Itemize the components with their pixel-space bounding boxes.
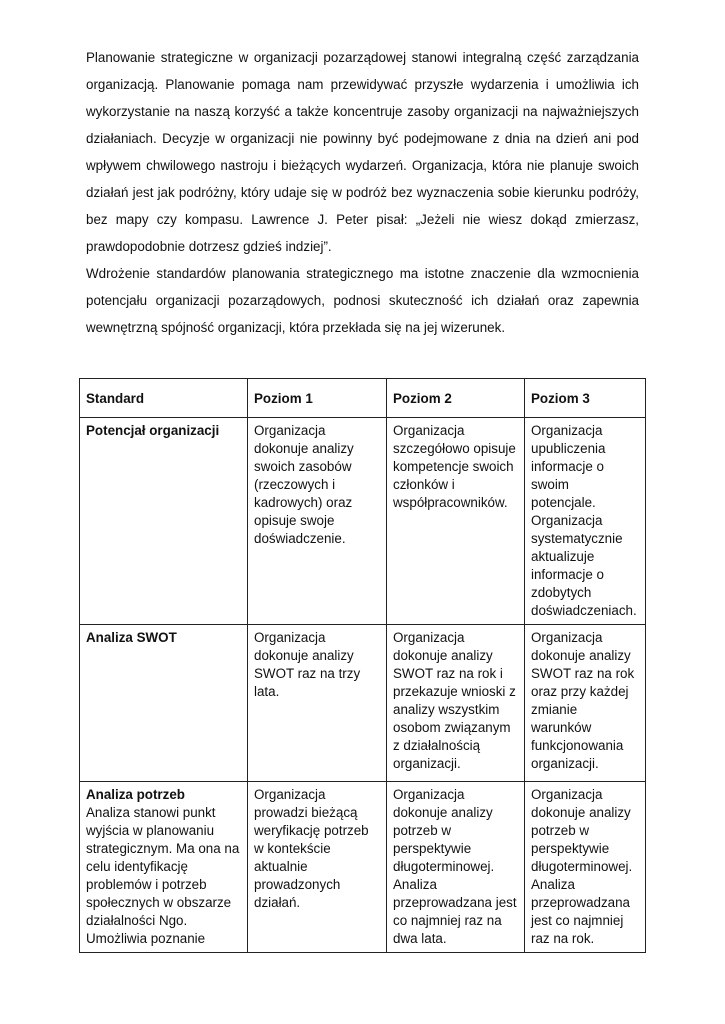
standard-description: Analiza stanowi punkt wyjścia w planowaniu strategicznym. Ma ona na celu identyfikację problemów i potrzeb społecznych w obszarze działalności Ngo. Umożliwia poznanie [86,805,240,946]
level-1-text: Organizacja dokonuje analizy swoich zasobów (rzeczowych i kadrowych) oraz opisuje swoje doświadczenie. [254,423,354,546]
level-2-cell [387,782,525,953]
standards-table [79,378,646,953]
level-1-cell [248,418,387,625]
standard-cell [80,625,248,782]
level-3-cell [525,782,646,953]
level-2-text: Organizacja dokonuje analizy potrzeb w perspektywie długoterminowej. Analiza przeprowadzana jest co najmniej raz na dwa lata. [393,787,517,946]
level-3-text: Organizacja dokonuje analizy SWOT raz na rok oraz przy każdej zmianie warunków funkcjonowania organizacji. [531,630,635,771]
table-row [80,782,646,953]
header-standard: Standard [80,379,248,418]
level-2-text: Organizacja dokonuje analizy SWOT raz na rok i przekazuje wnioski z analizy wszystkim osobom związanym z działalnością organizacji. [393,630,516,771]
header-level-1: Poziom 1 [248,379,387,418]
level-1-cell [248,625,387,782]
level-3-cell [525,418,646,625]
level-2-text: Organizacja szczegółowo opisuje kompetencje swoich członków i współpracowników. [393,423,516,510]
header-level-3: Poziom 3 [525,379,646,418]
standard-cell [80,418,248,625]
level-3-cell [525,625,646,782]
standard-cell [80,782,248,953]
document-body [86,44,639,341]
standard-name: Analiza potrzeb [86,787,185,802]
table-row [80,625,646,782]
level-2-cell [387,418,525,625]
level-2-cell [387,625,525,782]
level-1-cell [248,782,387,953]
intro-paragraph-2: Wdrożenie standardów planowania strategicznego ma istotne znaczenie dla wzmocnienia potencjału organizacji pozarządowych, podnosi skuteczność ich działań oraz zapewnia wewnętrzną spójność organizacji, która przekłada się na jej wizerunek. [86,266,639,335]
table-header-row [80,379,646,418]
level-3-text: Organizacja dokonuje analizy potrzeb w perspektywie długoterminowej. Analiza przeprowadzana jest co najmniej raz na rok. [531,787,633,946]
level-1-text: Organizacja dokonuje analizy SWOT raz na trzy lata. [254,630,361,699]
standard-name: Analiza SWOT [86,630,177,645]
level-3-text: Organizacja upubliczenia informacje o swoim potencjale. Organizacja systematycznie aktualizuje informacje o zdobytych doświadczeniach. [531,423,637,618]
table-row [80,418,646,625]
intro-paragraph-1: Planowanie strategiczne w organizacji pozarządowej stanowi integralną część zarządzania organizacją. Planowanie pomaga nam przewidywać przyszłe wydarzenia i umożliwia ich wykorzystanie na naszą korzyść a także koncentruje zasoby organizacji na najważniejszych działaniach. Decyzje w organizacji nie powinny być podejmowane z dnia na dzień ani pod wpływem chwilowego nastroju i bieżących wydarzeń. Organizacja, która nie planuje swoich działań jest jak podróżny, który udaje się w podróż bez wyznaczenia sobie kierunku podróży, bez mapy czy kompasu. Lawrence J. Peter pisał: „Jeżeli nie wiesz dokąd zmierzasz, prawdopodobnie dotrzesz gdzieś indziej”. [86,50,639,254]
standard-name: Potencjał organizacji [86,423,220,438]
level-1-text: Organizacja prowadzi bieżącą weryfikację potrzeb w kontekście aktualnie prowadzonych działań. [254,787,369,910]
header-level-2: Poziom 2 [387,379,525,418]
